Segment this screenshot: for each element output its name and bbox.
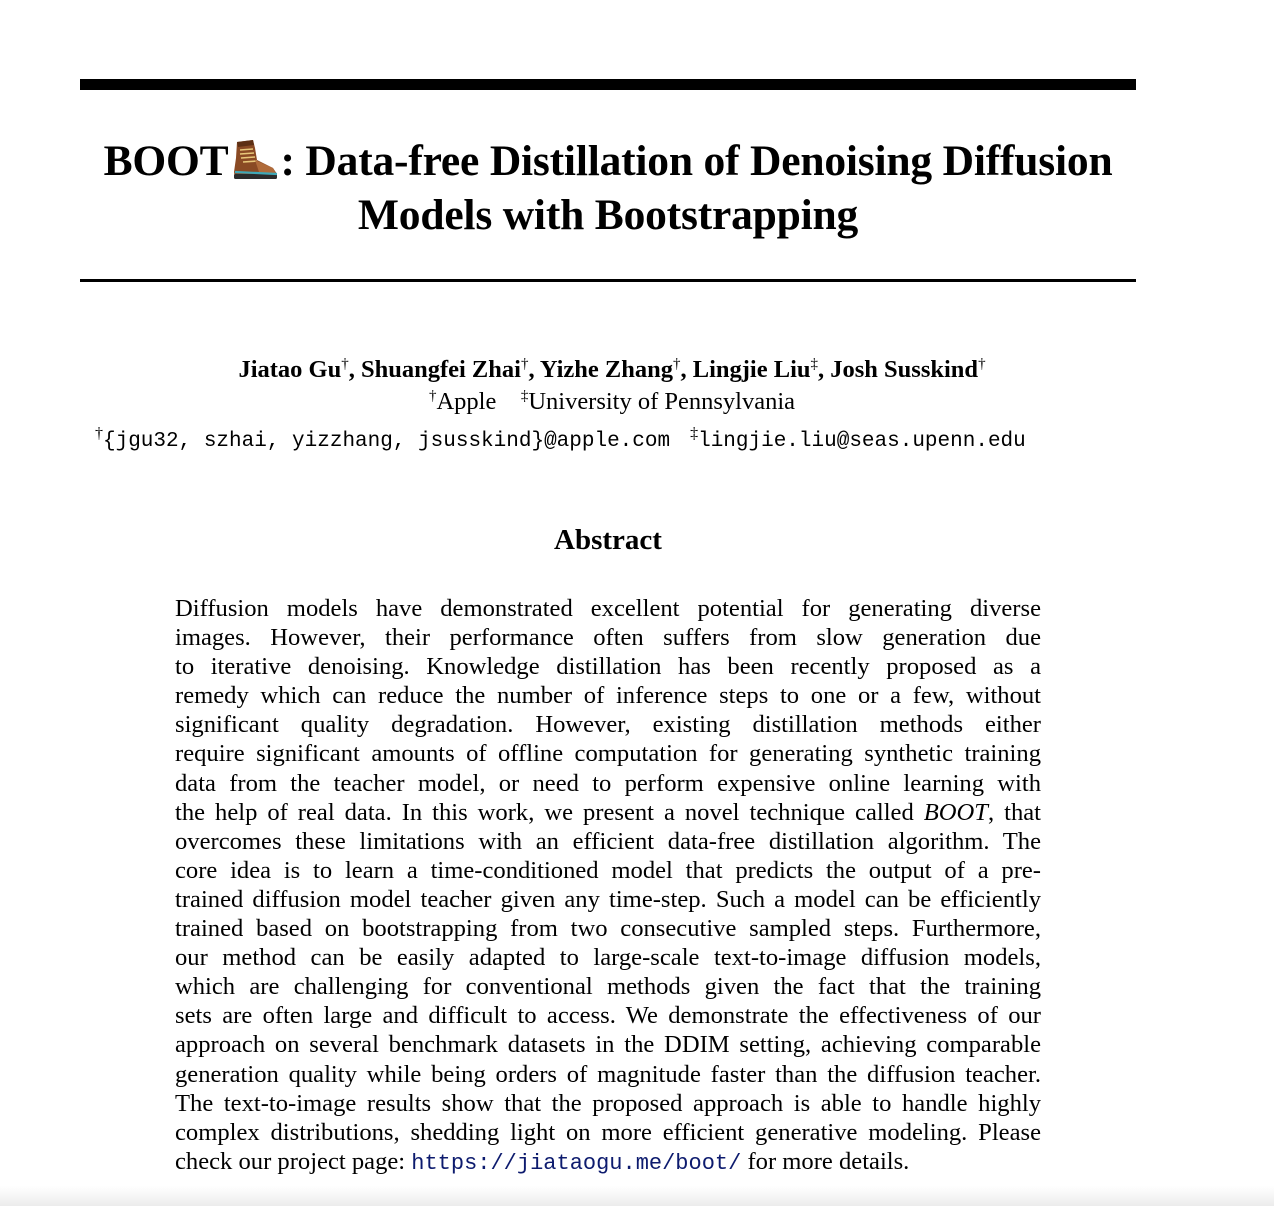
title-rest: : Data-free Distillation of Denoising Diffusion xyxy=(280,137,1113,185)
abstract-line: our method can be easily adapted to large-scale text-to-image diffusion models, xyxy=(175,944,1041,972)
affiliation-mark: † xyxy=(95,425,103,442)
title-line-2: Models with Bootstrapping xyxy=(357,191,859,239)
author-name: Yizhe Zhang xyxy=(539,356,673,383)
abstract-text: for more details. xyxy=(741,1147,910,1175)
abstract-line: generation quality while being orders of magnitude faster than the diffusion teacher. xyxy=(175,1060,1041,1088)
abstract-line: complex distributions, shedding light on more efficient generative modeling. Please xyxy=(175,1118,1041,1146)
author-separator: , xyxy=(348,356,361,383)
abstract-line: Diffusion models have demonstrated excellent potential for generating diverse xyxy=(175,595,1041,622)
method-name: BOOT xyxy=(923,798,988,826)
abstract-line: require significant amounts of offline computation for generating synthetic training xyxy=(175,740,1041,768)
abstract-text: , that xyxy=(987,798,1041,826)
abstract-line: data from the teacher model, or need to perform expensive online learning with xyxy=(175,769,1041,797)
abstract-text: check our project page: xyxy=(175,1147,412,1175)
abstract-line: to iterative denoising. Knowledge distillation has been recently proposed as a xyxy=(175,653,1041,681)
abstract-body xyxy=(175,594,1041,1176)
author-name: Lingjie Liu xyxy=(692,356,811,383)
abstract-text: the help of real data. In this work, we present a novel technique called xyxy=(175,798,924,826)
abstract-line: core idea is to learn a time-conditioned model that predicts the output of a pre- xyxy=(175,856,1041,884)
top-rule xyxy=(80,79,1136,90)
affiliations xyxy=(0,386,1224,418)
page-bottom-shadow xyxy=(0,1186,1274,1206)
email-upenn[interactable]: lingjie.liu@seas.upenn.edu xyxy=(698,430,1026,453)
abstract-line: trained diffusion model teacher given any time-step. Such a model can be efficiently xyxy=(175,885,1041,913)
affiliation-mark: † xyxy=(428,388,437,404)
affiliation-mark: † xyxy=(341,356,349,372)
bottom-rule xyxy=(80,279,1136,282)
affiliation-mark: ‡ xyxy=(520,388,529,404)
affiliation-name: University of Pennsylvania xyxy=(528,388,796,415)
abstract-line: trained based on bootstrapping from two consecutive sampled steps. Furthermore, xyxy=(175,915,1041,943)
affiliation-mark: ‡ xyxy=(810,356,819,372)
project-page-link[interactable]: https://jiataogu.me/boot/ xyxy=(411,1150,742,1176)
abstract-line: significant quality degradation. However, existing distillation methods either xyxy=(175,711,1041,739)
abstract-line xyxy=(175,1147,1041,1176)
affiliation-mark: ‡ xyxy=(690,425,699,442)
abstract-line: remedy which can reduce the number of inference steps to one or a few, without xyxy=(175,682,1041,710)
affiliation-name: Apple xyxy=(436,388,497,415)
author-name: Shuangfei Zhai xyxy=(360,356,521,383)
paper-title xyxy=(80,134,1136,242)
affiliation-mark: † xyxy=(520,356,529,372)
abstract-line: images. However, their performance often suffers from slow generation due xyxy=(175,624,1041,652)
author-name: Jiatao Gu xyxy=(238,356,342,383)
author-separator: , xyxy=(528,356,540,383)
author-name: Josh Susskind xyxy=(830,356,979,383)
affiliation-mark: † xyxy=(673,356,681,372)
author-list xyxy=(0,354,1224,386)
abstract-line: sets are often large and difficult to access. We demonstrate the effectiveness of our xyxy=(175,1002,1041,1030)
abstract-line: approach on several benchmark datasets in the DDIM setting, achieving comparable xyxy=(175,1031,1041,1059)
affiliation-mark: † xyxy=(978,356,986,372)
abstract-line: The text-to-image results show that the proposed approach is able to handle highly xyxy=(175,1089,1041,1117)
abstract-line xyxy=(175,798,1041,827)
abstract-line: which are challenging for conventional methods given the fact that the training xyxy=(175,973,1041,1001)
abstract-line: overcomes these limitations with an efficient data-free distillation algorithm. The xyxy=(175,827,1041,855)
abstract-heading: Abstract xyxy=(554,524,662,556)
email-line xyxy=(95,418,1195,458)
author-separator: , xyxy=(680,356,693,383)
author-separator: , xyxy=(818,356,831,383)
hiking-boot-icon xyxy=(229,138,279,182)
title-boot: BOOT xyxy=(103,137,229,185)
email-apple[interactable]: {jgu32, szhai, yizzhang, jsusskind}@apple.com xyxy=(103,430,671,453)
